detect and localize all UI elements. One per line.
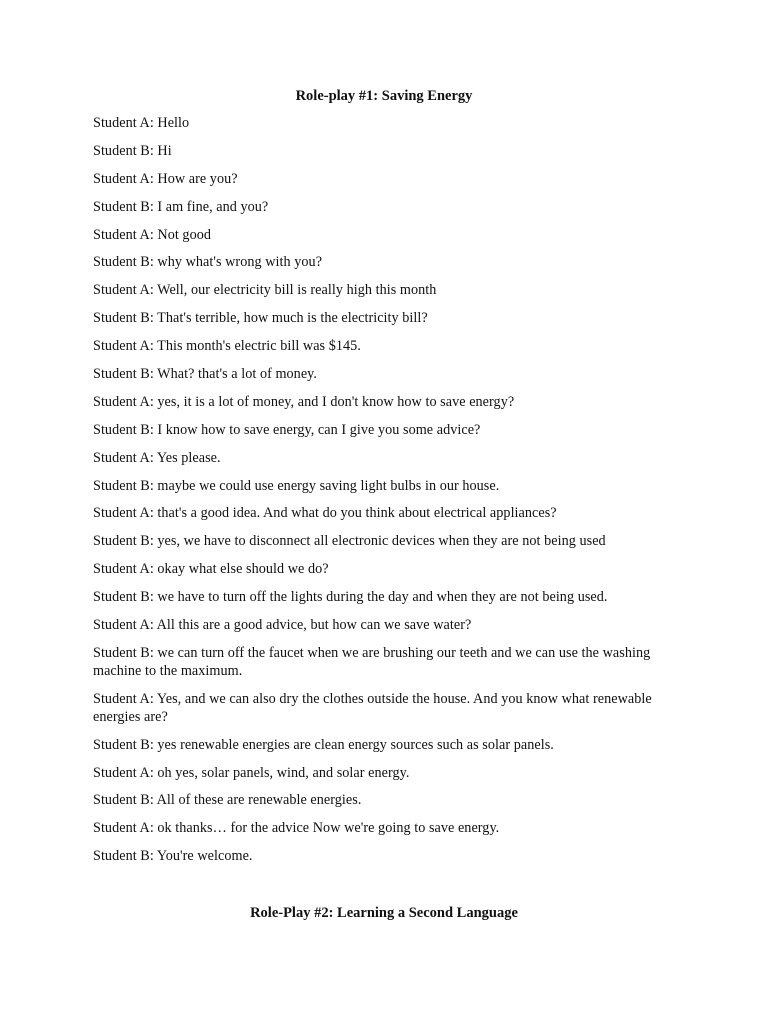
dialogue-line xyxy=(93,114,673,132)
speaker-separator: : xyxy=(149,198,158,215)
speaker-separator: : xyxy=(149,820,158,837)
line-text: maybe we could use energy saving light bulbs in our house. xyxy=(157,477,500,494)
speaker-label: Student B xyxy=(93,644,150,661)
dialogue-line xyxy=(93,226,673,244)
line-text: okay what else should we do? xyxy=(157,561,329,578)
dialogue-line xyxy=(93,198,673,216)
speaker-separator: : xyxy=(149,421,158,438)
speaker-label: Student A xyxy=(93,690,150,707)
speaker-label: Student B xyxy=(93,792,150,809)
dialogue-line xyxy=(93,588,673,606)
dialogue-line xyxy=(93,616,673,634)
dialogue-line xyxy=(93,337,673,355)
line-text: All of these are renewable energies. xyxy=(156,792,362,809)
speaker-separator: : xyxy=(149,690,157,707)
line-text: Hello xyxy=(157,115,190,131)
speaker-separator: : xyxy=(149,477,158,494)
dialogue-line xyxy=(93,504,673,522)
line-text: You're welcome. xyxy=(156,848,253,865)
line-text: yes renewable energies are clean energy sources such as solar panels. xyxy=(157,736,554,753)
speaker-label: Student A xyxy=(93,338,150,355)
speaker-separator: : xyxy=(149,142,158,159)
speaker-separator: : xyxy=(149,505,158,522)
dialogue-line xyxy=(93,477,673,495)
speaker-separator: : xyxy=(149,792,157,809)
dialogue-line xyxy=(93,142,673,160)
speaker-label: Student B xyxy=(93,589,150,606)
speaker-separator: : xyxy=(149,310,158,327)
speaker-label: Student A xyxy=(93,282,150,299)
speaker-separator: : xyxy=(149,736,158,753)
speaker-label: Student A xyxy=(93,170,150,187)
line-text: we can turn off the faucet when we are brushing our teeth and we can use the washing machine to the maximum. xyxy=(93,644,651,679)
speaker-label: Student B xyxy=(93,198,150,215)
speaker-label: Student B xyxy=(93,142,150,159)
line-text: Well, our electricity bill is really high this month xyxy=(157,282,437,299)
line-text: Yes, and we can also dry the clothes outside the house. And you know what renewable energies are? xyxy=(93,690,652,725)
dialogue-line xyxy=(93,560,673,578)
line-text: oh yes, solar panels, wind, and solar energy. xyxy=(157,764,410,781)
speaker-separator: : xyxy=(149,764,158,781)
line-text: why what's wrong with you? xyxy=(157,254,323,271)
line-text: Hi xyxy=(157,142,172,159)
speaker-separator: : xyxy=(149,533,158,550)
speaker-separator: : xyxy=(149,589,158,606)
line-text: How are you? xyxy=(157,170,238,187)
speaker-label: Student A xyxy=(93,226,150,243)
speaker-separator: : xyxy=(149,115,158,131)
speaker-label: Student B xyxy=(93,848,150,865)
line-text: I am fine, and you? xyxy=(157,198,269,215)
dialogue-line xyxy=(93,791,673,809)
dialogue-line xyxy=(93,170,673,188)
line-text: This month's electric bill was $145. xyxy=(157,338,361,355)
dialogue-line xyxy=(93,764,673,782)
line-text: yes, it is a lot of money, and I don't know how to save energy? xyxy=(157,393,515,410)
speaker-label: Student B xyxy=(93,366,150,383)
line-text: That's terrible, how much is the electricity bill? xyxy=(157,310,428,327)
speaker-label: Student B xyxy=(93,736,150,753)
dialogue-line xyxy=(93,253,673,271)
dialogue-list xyxy=(93,114,673,875)
speaker-separator: : xyxy=(149,226,158,243)
dialogue-line xyxy=(93,449,673,467)
speaker-label: Student A xyxy=(93,115,150,131)
dialogue-line xyxy=(93,819,673,837)
speaker-separator: : xyxy=(149,449,157,466)
line-text: ok thanks… for the advice Now we're going to save energy. xyxy=(157,820,500,837)
speaker-label: Student A xyxy=(93,617,150,634)
speaker-label: Student B xyxy=(93,254,150,271)
speaker-label: Student A xyxy=(93,393,150,410)
speaker-label: Student A xyxy=(93,561,150,578)
speaker-separator: : xyxy=(149,561,158,578)
speaker-separator: : xyxy=(149,254,158,271)
dialogue-line xyxy=(93,281,673,299)
dialogue-line xyxy=(93,309,673,327)
speaker-label: Student A xyxy=(93,820,150,837)
dialogue-line xyxy=(93,644,673,680)
speaker-separator: : xyxy=(149,282,158,299)
speaker-label: Student B xyxy=(93,421,150,438)
line-text: What? that's a lot of money. xyxy=(157,366,317,383)
speaker-separator: : xyxy=(149,617,157,634)
dialogue-line xyxy=(93,393,673,411)
roleplay-1-title: Role-play #1: Saving Energy xyxy=(295,88,473,104)
speaker-separator: : xyxy=(149,848,157,865)
speaker-separator: : xyxy=(149,170,158,187)
line-text: Yes please. xyxy=(156,449,221,466)
speaker-label: Student A xyxy=(93,764,150,781)
line-text: yes, we have to disconnect all electronic devices when they are not being used xyxy=(157,533,606,550)
dialogue-line xyxy=(93,421,673,439)
line-text: I know how to save energy, can I give you some advice? xyxy=(157,421,481,438)
speaker-label: Student A xyxy=(93,449,150,466)
dialogue-line xyxy=(93,690,673,726)
dialogue-line xyxy=(93,847,673,865)
dialogue-line xyxy=(93,532,673,550)
line-text: Not good xyxy=(157,226,212,243)
line-text: we have to turn off the lights during the day and when they are not being used. xyxy=(157,589,608,606)
dialogue-line xyxy=(93,736,673,754)
speaker-separator: : xyxy=(149,338,158,355)
speaker-label: Student A xyxy=(93,505,150,522)
speaker-label: Student B xyxy=(93,477,150,494)
dialogue-line xyxy=(93,365,673,383)
speaker-label: Student B xyxy=(93,310,150,327)
roleplay-2-title: Role-Play #2: Learning a Second Language xyxy=(250,905,518,921)
line-text: that's a good idea. And what do you think about electrical appliances? xyxy=(157,505,557,522)
speaker-label: Student B xyxy=(93,533,150,550)
speaker-separator: : xyxy=(149,393,158,410)
speaker-separator: : xyxy=(149,366,158,383)
speaker-separator: : xyxy=(149,644,158,661)
line-text: All this are a good advice, but how can we save water? xyxy=(156,617,472,634)
